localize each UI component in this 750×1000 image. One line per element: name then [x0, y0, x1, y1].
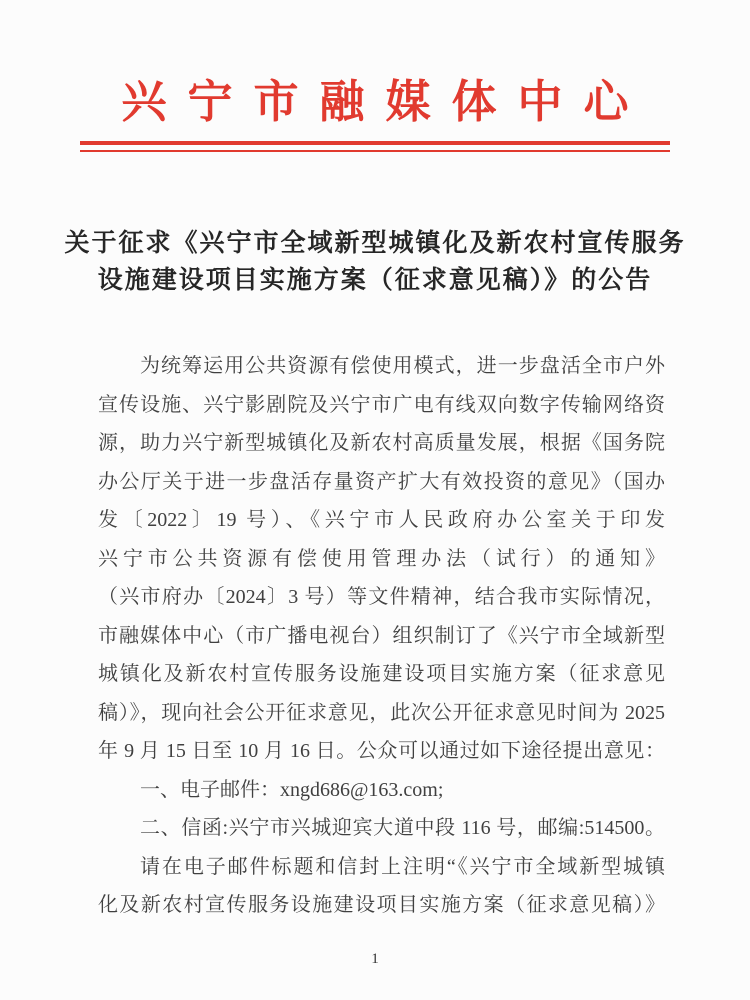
- letterhead: [0, 76, 750, 152]
- header-divider: [80, 141, 670, 152]
- document-body: [0, 347, 750, 925]
- document-title-line-1: 关于征求《兴宁市全域新型城镇化及新农村宣传服务: [64, 230, 686, 257]
- body-line: 源，助力兴宁新型城镇化及新农村高质量发展，根据《国务院: [98, 432, 665, 454]
- org-name-header: 兴宁市融媒体中心: [121, 77, 650, 127]
- body-line: 稿）》，现向社会公开征求意见，此次公开征求意见时间为 2025: [98, 701, 665, 724]
- page-number: 1: [371, 950, 379, 967]
- body-line: 城镇化及新农村宣传服务设施建设项目实施方案（征求意见: [98, 663, 665, 685]
- body-line: 宣传设施、兴宁影剧院及兴宁市广电有线双向数字传输网络资: [98, 393, 665, 416]
- body-line: 化及新农村宣传服务设施建设项目实施方案（征求意见稿）》: [98, 894, 665, 916]
- body-line: 兴宁市公共资源有偿使用管理办法（试行）的通知》: [98, 547, 665, 570]
- body-line: 年 9 月 15 日至 10 月 16 日。公众可以通过如下途径提出意见：: [98, 740, 665, 762]
- divider-thick-line: [80, 141, 670, 145]
- body-line: 请在电子邮件标题和信封上注明“《兴宁市全域新型城镇: [140, 855, 665, 878]
- page-footer: [0, 949, 750, 969]
- body-line: 为统筹运用公共资源有偿使用模式，进一步盘活全市户外: [140, 355, 665, 377]
- body-line: 发〔2022〕19 号）、《兴宁市人民政府办公室关于印发: [98, 509, 665, 531]
- body-line-address: 二、信函:兴宁市兴城迎宾大道中段 116 号，邮编:514500。: [140, 817, 665, 839]
- divider-thin-line: [80, 150, 670, 152]
- body-line: 市融媒体中心（市广播电视台）组织制订了《兴宁市全域新型: [98, 624, 665, 647]
- body-line-email: 一、电子邮件：xngd686@163.com;: [140, 778, 444, 801]
- body-line: 办公厅关于进一步盘活存量资产扩大有效投资的意见》（国办: [98, 470, 665, 493]
- document-title: [0, 225, 750, 299]
- body-line: （兴市府办〔2024〕3 号）等文件精神，结合我市实际情况，: [98, 586, 665, 608]
- document-title-line-2: 设施建设项目实施方案（征求意见稿）》的公告: [97, 267, 653, 294]
